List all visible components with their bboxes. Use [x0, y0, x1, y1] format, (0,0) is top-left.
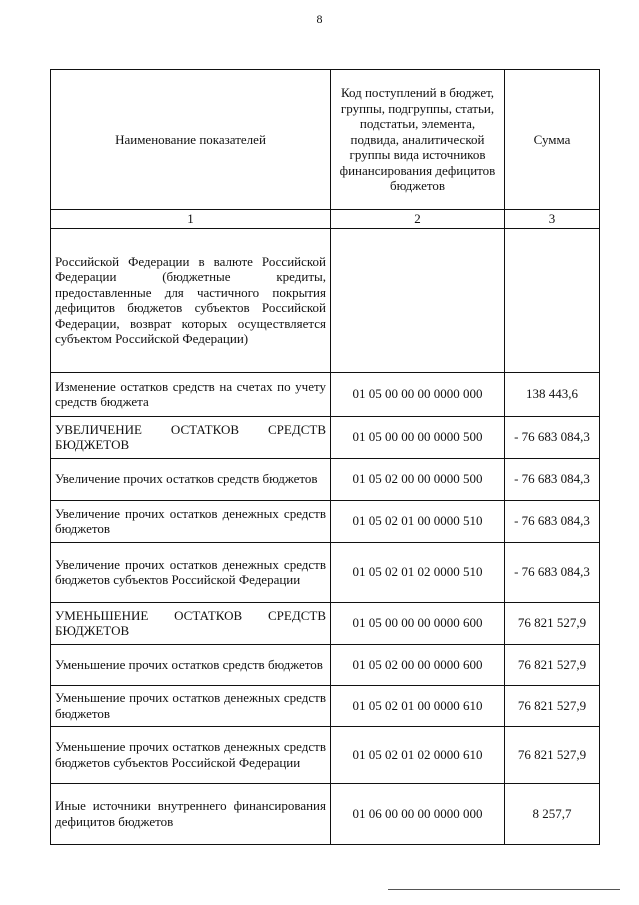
column-number: 2 — [331, 210, 505, 229]
table-row — [51, 500, 600, 542]
column-number: 1 — [51, 210, 331, 229]
row-name: Российской Федерации в валюте Российской Федерации (бюджетные кредиты, предоставленные для частичного покрытия дефицитов бюджетов субъектов Российской Федерации, возврат которых осуществляется субъектом Российской Федерации) — [51, 228, 331, 372]
row-sum — [505, 228, 600, 372]
row-name: Уменьшение прочих остатков денежных средств бюджетов — [51, 685, 331, 726]
row-sum: - 76 683 084,3 — [505, 500, 600, 542]
table-header-row — [51, 70, 600, 210]
table-row — [51, 542, 600, 602]
row-name: Увеличение прочих остатков денежных средств бюджетов — [51, 500, 331, 542]
row-sum: - 76 683 084,3 — [505, 416, 600, 458]
table-row — [51, 783, 600, 844]
row-name: Изменение остатков средств на счетах по учету средств бюджета — [51, 372, 331, 416]
row-code: 01 06 00 00 00 0000 000 — [331, 783, 505, 844]
row-code: 01 05 00 00 00 0000 600 — [331, 602, 505, 644]
row-code: 01 05 00 00 00 0000 500 — [331, 416, 505, 458]
row-name: Уменьшение прочих остатков средств бюджетов — [51, 644, 331, 685]
page-number: 8 — [316, 12, 323, 26]
row-sum: 76 821 527,9 — [505, 726, 600, 783]
row-name: Иные источники внутреннего финансирования дефицитов бюджетов — [51, 783, 331, 844]
header-sum: Сумма — [505, 70, 600, 210]
row-sum: 138 443,6 — [505, 372, 600, 416]
row-code: 01 05 02 00 00 0000 600 — [331, 644, 505, 685]
bottom-rule — [388, 889, 620, 890]
row-code: 01 05 02 01 02 0000 610 — [331, 726, 505, 783]
table-row — [51, 228, 600, 372]
row-sum: 8 257,7 — [505, 783, 600, 844]
row-code: 01 05 02 01 00 0000 510 — [331, 500, 505, 542]
row-name: Увеличение прочих остатков денежных средств бюджетов субъектов Российской Федерации — [51, 542, 331, 602]
table-row — [51, 602, 600, 644]
row-sum: - 76 683 084,3 — [505, 458, 600, 500]
header-code: Код поступлений в бюджет, группы, подгруппы, статьи, подстатьи, элемента, подвида, аналитической группы вида источников финансирования дефицитов бюджетов — [331, 70, 505, 210]
row-code: 01 05 02 01 02 0000 510 — [331, 542, 505, 602]
row-name: УВЕЛИЧЕНИЕ ОСТАТКОВ СРЕДСТВ БЮДЖЕТОВ — [51, 416, 331, 458]
row-code: 01 05 00 00 00 0000 000 — [331, 372, 505, 416]
column-numbers-row — [51, 210, 600, 229]
row-name: УМЕНЬШЕНИЕ ОСТАТКОВ СРЕДСТВ БЮДЖЕТОВ — [51, 602, 331, 644]
row-name: Увеличение прочих остатков средств бюджетов — [51, 458, 331, 500]
column-number: 3 — [505, 210, 600, 229]
table-row — [51, 685, 600, 726]
table-row — [51, 416, 600, 458]
table-row — [51, 644, 600, 685]
row-sum: 76 821 527,9 — [505, 602, 600, 644]
header-name: Наименование показателей — [51, 70, 331, 210]
table-row — [51, 726, 600, 783]
row-code — [331, 228, 505, 372]
table-row — [51, 372, 600, 416]
budget-sources-table — [50, 69, 600, 845]
row-sum: 76 821 527,9 — [505, 685, 600, 726]
row-sum: - 76 683 084,3 — [505, 542, 600, 602]
row-code: 01 05 02 01 00 0000 610 — [331, 685, 505, 726]
row-name: Уменьшение прочих остатков денежных средств бюджетов субъектов Российской Федерации — [51, 726, 331, 783]
row-code: 01 05 02 00 00 0000 500 — [331, 458, 505, 500]
table-row — [51, 458, 600, 500]
row-sum: 76 821 527,9 — [505, 644, 600, 685]
